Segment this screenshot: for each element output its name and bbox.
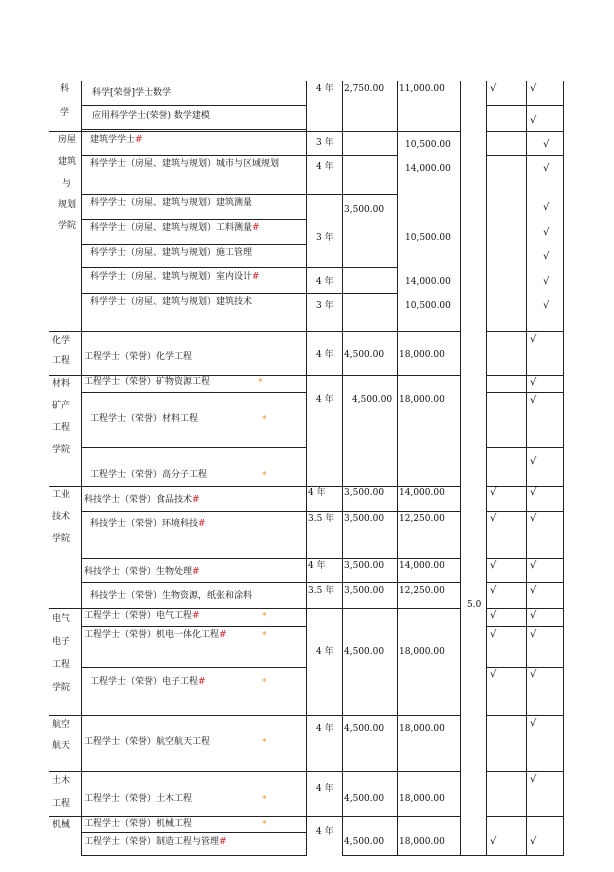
fee: 4,500.00 (344, 647, 385, 657)
check-icon: √ (530, 669, 537, 680)
total-fee: 14,000.00 (399, 561, 445, 571)
hash-mark: # (192, 495, 200, 505)
program-arch-bachelor: 建筑学学士# (90, 135, 143, 145)
star-mark: * (258, 378, 263, 388)
program-aero-eng: 工程学士（荣誉）航空航天工程 (84, 737, 211, 747)
duration: 3 年 (316, 301, 334, 311)
score-value: 5.0 (467, 600, 482, 610)
program-mat-mineral: 工程学士（荣誉）矿物资源工程 (84, 377, 211, 387)
check-icon: √ (543, 251, 550, 262)
total-fee: 12,250.00 (399, 586, 445, 596)
check-icon: √ (543, 300, 550, 311)
total-fee: 11,000.00 (399, 84, 445, 94)
duration: 3.5 年 (308, 586, 335, 596)
hash-mark: # (192, 611, 200, 621)
star-mark: * (262, 612, 267, 622)
program-elec-mech: 工程学士（荣誉）机电一体化工程# (84, 630, 227, 640)
duration: 4 年 (316, 277, 334, 287)
duration: 4 年 (308, 488, 326, 498)
program-arch-qs: 科学学士（房屋、建筑与规划）工料测量# (90, 223, 260, 233)
check-icon: √ (530, 377, 537, 388)
program-tech-env: 科技学士（荣誉）环境科技# (90, 519, 206, 529)
check-icon: √ (530, 334, 537, 345)
program-mech-eng: 工程学士（荣誉）机械工程 (84, 819, 193, 829)
program-arch-tech: 科学学士（房屋、建筑与规划）建筑技术 (90, 297, 253, 307)
college-elec-1: 电气 (52, 614, 71, 624)
program-sci-math: 科学[荣誉]学士数学 (92, 88, 172, 98)
check-icon: √ (530, 718, 537, 729)
program-chem-eng: 工程学士（荣誉）化学工程 (84, 352, 193, 362)
total-fee: 18,000.00 (399, 724, 445, 734)
check-icon: √ (530, 487, 537, 498)
total-fee: 18,000.00 (399, 794, 445, 804)
duration: 4 年 (316, 827, 334, 837)
college-aero-1: 航空 (52, 720, 71, 730)
college-elec-4: 学院 (52, 683, 71, 693)
college-civil-1: 土木 (52, 776, 71, 786)
program-tech-bio: 科技学士（荣誉）生物处理# (84, 567, 200, 577)
total-fee: 12,250.00 (399, 514, 445, 524)
college-mat-3: 工程 (52, 423, 71, 433)
college-arch-5: 学院 (58, 221, 77, 231)
program-elec-ee: 工程学士（荣誉）电气工程# (84, 611, 200, 621)
program-arch-survey: 科学学士（房屋、建筑与规划）建筑测量 (90, 198, 253, 208)
fee: 4,500.00 (352, 395, 393, 405)
hash-mark: # (135, 135, 143, 145)
star-mark: * (262, 415, 267, 425)
program-arch-urban: 科学学士（房屋、建筑与规划）城市与区域规划 (90, 159, 280, 169)
check-icon: √ (530, 836, 537, 847)
check-icon: √ (490, 610, 497, 621)
duration: 4 年 (316, 350, 334, 360)
check-icon: √ (530, 610, 537, 621)
check-icon: √ (530, 395, 537, 406)
program-arch-cm: 科学学士（房屋、建筑与规划）施工管理 (90, 248, 253, 258)
check-icon: √ (530, 83, 537, 94)
college-elec-3: 工程 (52, 660, 71, 670)
check-icon: √ (530, 560, 537, 571)
college-science-1: 科 (60, 84, 70, 94)
college-arch-4: 规划 (58, 200, 77, 210)
program-mat-polymer: 工程学士（荣誉）高分子工程 (90, 470, 208, 480)
program-arch-interior: 科学学士（房屋、建筑与规划）室内设计# (90, 272, 260, 282)
duration: 4 年 (316, 395, 334, 405)
fee: 4,500.00 (344, 724, 385, 734)
star-mark: * (262, 631, 267, 641)
check-icon: √ (543, 276, 550, 287)
total-fee: 14,000.00 (399, 488, 445, 498)
total-fee: 18,000.00 (399, 647, 445, 657)
college-tech-2: 技术 (52, 512, 71, 522)
hash-mark: # (198, 677, 206, 687)
program-elec-elec: 工程学士（荣誉）电子工程# (90, 677, 206, 687)
duration: 4 年 (316, 84, 334, 94)
check-icon: √ (490, 83, 497, 94)
college-chem-1: 化学 (52, 336, 71, 346)
college-science-2: 学 (60, 108, 70, 118)
total-fee: 18,000.00 (399, 837, 445, 847)
college-aero-2: 航天 (52, 741, 71, 751)
check-icon: √ (543, 163, 550, 174)
check-icon: √ (490, 560, 497, 571)
program-mech-mfg: 工程学士（荣誉）制造工程与管理# (84, 837, 227, 847)
star-mark: * (262, 471, 267, 481)
total-fee: 14,000.00 (405, 277, 451, 287)
check-icon: √ (530, 456, 537, 467)
total-fee: 14,000.00 (405, 164, 451, 174)
duration: 4 年 (316, 162, 334, 172)
program-mat-materials: 工程学士（荣誉）材料工程 (90, 414, 199, 424)
college-arch-1: 房屋 (58, 135, 77, 145)
college-arch-3: 与 (62, 179, 72, 189)
hash-mark: # (252, 223, 260, 233)
check-icon: √ (543, 227, 550, 238)
duration: 4 年 (316, 647, 334, 657)
duration: 3 年 (316, 233, 334, 243)
college-mat-2: 矿产 (52, 401, 71, 411)
check-icon: √ (543, 202, 550, 213)
hash-mark: # (219, 837, 227, 847)
check-icon: √ (530, 115, 537, 126)
fee: 3,500.00 (344, 205, 385, 215)
check-icon: √ (490, 513, 497, 524)
fee: 4,500.00 (344, 837, 385, 847)
hash-mark: # (252, 272, 260, 282)
star-mark: * (262, 820, 267, 830)
program-tech-food: 科技学士（荣誉）食品技术# (84, 495, 200, 505)
program-tech-paper: 科技学士（荣誉）生物资源，纸张和涂料 (90, 591, 253, 601)
program-civil-eng: 工程学士（荣誉）土木工程 (84, 794, 193, 804)
total-fee: 18,000.00 (399, 350, 445, 360)
star-mark: * (262, 795, 267, 805)
duration: 4 年 (316, 724, 334, 734)
check-icon: √ (530, 585, 537, 596)
college-civil-2: 工程 (52, 799, 71, 809)
check-icon: √ (530, 629, 537, 640)
star-mark: * (262, 738, 267, 748)
college-arch-2: 建筑 (58, 157, 77, 167)
college-chem-2: 工程 (52, 356, 71, 366)
college-mat-4: 学院 (52, 445, 71, 455)
college-tech-1: 工业 (52, 490, 71, 500)
duration: 4 年 (308, 561, 326, 571)
duration: 3 年 (316, 138, 334, 148)
fee: 4,500.00 (344, 350, 385, 360)
fee: 3,500.00 (344, 586, 385, 596)
check-icon: √ (490, 487, 497, 498)
fee: 3,500.00 (344, 514, 385, 524)
college-tech-3: 学院 (52, 534, 71, 544)
check-icon: √ (530, 774, 537, 785)
fee: 3,500.00 (344, 561, 385, 571)
check-icon: √ (490, 629, 497, 640)
total-fee: 18,000.00 (399, 395, 445, 405)
hash-mark: # (198, 519, 206, 529)
check-icon: √ (490, 836, 497, 847)
program-sci-model: 应用科学学士(荣誉) 数学建模 (92, 111, 210, 121)
hash-mark: # (192, 567, 200, 577)
college-elec-2: 电子 (52, 637, 71, 647)
hash-mark: # (219, 630, 227, 640)
duration: 4 年 (316, 784, 334, 794)
total-fee: 10,500.00 (405, 233, 451, 243)
college-mech: 机械 (52, 820, 71, 830)
check-icon: √ (490, 585, 497, 596)
check-icon: √ (490, 669, 497, 680)
total-fee: 10,500.00 (405, 140, 451, 150)
check-icon: √ (543, 139, 550, 150)
total-fee: 10,500.00 (405, 301, 451, 311)
fee: 3,500.00 (344, 488, 385, 498)
fee: 2,750.00 (344, 84, 385, 94)
check-icon: √ (530, 513, 537, 524)
duration: 3.5 年 (308, 514, 335, 524)
college-mat-1: 材料 (52, 379, 71, 389)
star-mark: * (262, 678, 267, 688)
fee: 4,500.00 (344, 794, 385, 804)
